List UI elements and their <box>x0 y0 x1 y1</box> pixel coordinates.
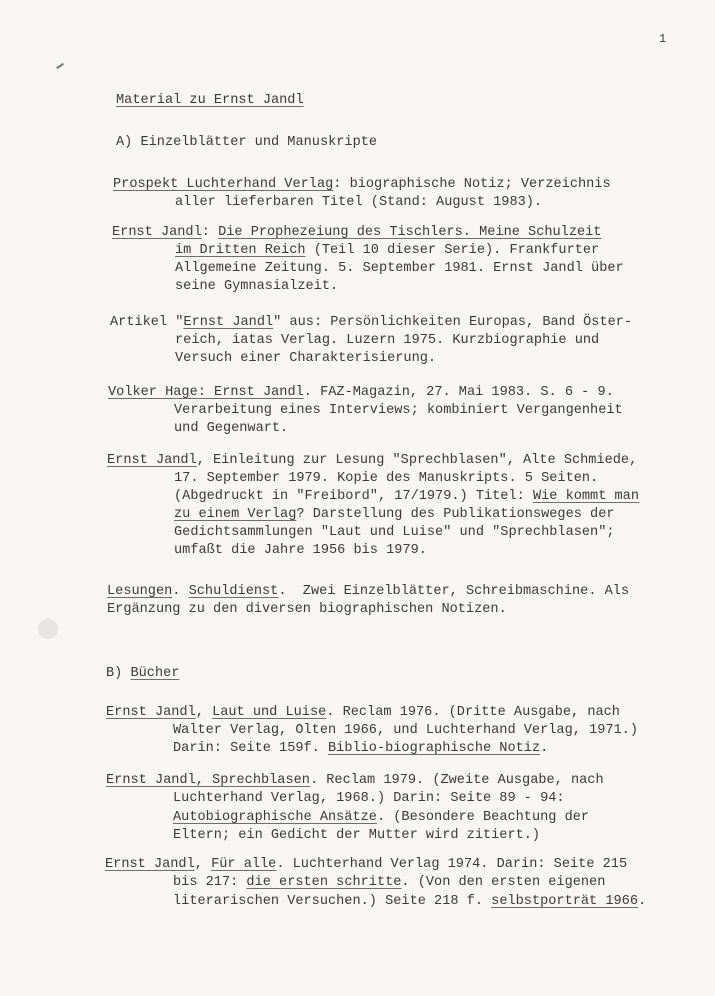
entry-line: (Abgedruckt in "Freibord", 17/1979.) Titel: Wie kommt man <box>174 489 639 504</box>
entry-line: Prospekt Luchterhand Verlag: biographische Notiz; Verzeichnis <box>113 177 611 192</box>
entry-line: bis 217: die ersten schritte. (Von den ersten eigenen <box>173 875 606 890</box>
entry-line: Autobiographische Ansätze. (Besondere Beachtung der <box>173 810 590 825</box>
entry-line: zu einem Verlag? Darstellung des Publikationsweges der <box>174 507 615 522</box>
page-number: 1 <box>659 32 667 46</box>
entry-line: Verarbeitung eines Interviews; kombiniert Vergangenheit <box>174 403 623 418</box>
entry-line: Eltern; ein Gedicht der Mutter wird zitiert.) <box>173 828 541 843</box>
entry-line: Allgemeine Zeitung. 5. September 1981. Ernst Jandl über <box>175 261 624 276</box>
entry-line: reich, iatas Verlag. Luzern 1975. Kurzbiographie und <box>175 333 600 348</box>
entry-line: Ernst Jandl, Für alle. Luchterhand Verlag 1974. Darin: Seite 215 <box>105 857 628 872</box>
entry-line: umfaßt die Jahre 1956 bis 1979. <box>174 543 427 558</box>
entry-line: Ergänzung zu den diversen biographischen Notizen. <box>107 602 507 617</box>
pencil-mark <box>56 63 63 69</box>
entry-line: Ernst Jandl, Sprechblasen. Reclam 1979. (Zweite Ausgabe, nach <box>106 773 604 788</box>
entry-line: literarischen Versuchen.) Seite 218 f. selbstporträt 1966. <box>173 894 647 909</box>
punch-hole <box>38 619 58 639</box>
entry-line: Artikel "Ernst Jandl" aus: Persönlichkeiten Europas, Band Öster- <box>110 315 633 330</box>
entry-line: Ernst Jandl, Laut und Luise. Reclam 1976. (Dritte Ausgabe, nach <box>106 705 620 720</box>
entry-line: Walter Verlag, Olten 1966, und Luchterhand Verlag, 1971.) <box>173 723 638 738</box>
entry-line: 17. September 1979. Kopie des Manuskripts. 5 Seiten. <box>174 471 599 486</box>
entry-line: Luchterhand Verlag, 1968.) Darin: Seite 89 - 94: <box>173 791 565 806</box>
entry-line: im Dritten Reich (Teil 10 dieser Serie). Frankfurter <box>175 243 600 258</box>
entry-line: Versuch einer Charakterisierung. <box>175 351 437 366</box>
entry-line: Ernst Jandl: Die Prophezeiung des Tischlers. Meine Schulzeit <box>112 225 602 240</box>
entry-line: Ernst Jandl, Einleitung zur Lesung "Sprechblasen", Alte Schmiede, <box>107 453 638 468</box>
entry-line: Darin: Seite 159f. Biblio-biographische Notiz. <box>173 741 549 756</box>
entry-line: seine Gymnasialzeit. <box>175 279 339 294</box>
entry-line: Volker Hage: Ernst Jandl. FAZ-Magazin, 27. Mai 1983. S. 6 - 9. <box>108 385 614 400</box>
entry-line: Lesungen. Schuldienst. Zwei Einzelblätter, Schreibmaschine. Als <box>107 584 630 599</box>
entry-line: und Gegenwart. <box>174 421 289 436</box>
section-heading-b: B) Bücher <box>106 666 180 681</box>
document-title: Material zu Ernst Jandl <box>116 93 304 108</box>
entry-line: aller lieferbaren Titel (Stand: August 1983). <box>175 195 543 210</box>
section-heading-a: A) Einzelblätter und Manuskripte <box>116 135 378 150</box>
entry-line: Gedichtsammlungen "Laut und Luise" und "Sprechblasen"; <box>174 525 615 540</box>
